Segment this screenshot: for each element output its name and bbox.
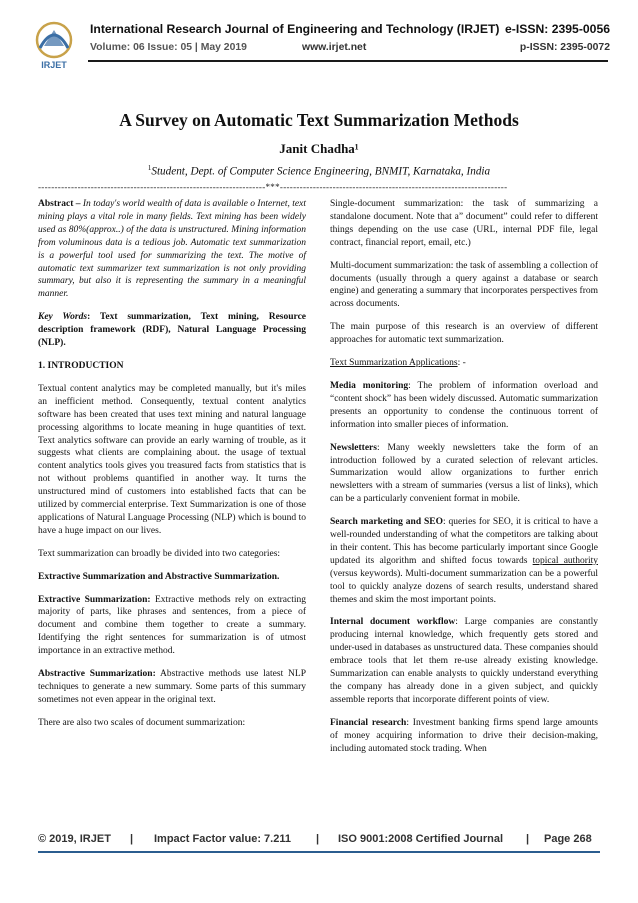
journal-name: International Research Journal of Engineering and Technology (IRJET) — [90, 22, 500, 36]
journal-website-link[interactable]: www.irjet.net — [302, 42, 367, 53]
footer-sep-3: | — [526, 833, 530, 845]
footer-impact-factor: Impact Factor value: 7.211 — [154, 833, 291, 845]
keywords: Key Words: Text summarization, Text mining, Resource description framework (RDF), Natural Language Processing (NLP). — [38, 312, 307, 349]
footer-iso: ISO 9001:2008 Certified Journal — [338, 833, 504, 845]
abstract: Abstract – In today's world wealth of data is available o Internet, text mining plays a vital role in many fields. Text mining has been widely used as 80%(approx..) of the data is unstructured. Mining information from voluminous data is a tedious job. Automatic text summarization is a powerful tool used for summarizing the text. The motive of automatic text summarizer text summarization is not only providing summary, but also it is representing the summary in a meaningful manner. — [38, 199, 306, 300]
financial-research-paragraph: Financial research: Investment banking firms spend large amounts of money acquiring information to drive their decision-making, including automated stock trading. When — [330, 717, 598, 754]
intro-paragraph-1: Textual content analytics may be completed manually, but it's miles an inefficient method. Consequently, textual content analytics software has been created that uses text mining and natural language processing algorithms to locate meaning in huge quantities of text. Text analytics software can provide an early warning of trouble, as it suggests what clients are complaining about. the usage of textual content analytics tools gives you treasured facts from statistics that is not without problems quantified in another way. It turns the unstructured mind of customers into established facts that can be utilized by commercial enterprise. Text Summarization is one of those applications of Natural Language Processing (NLP) which is bound to have a huge impact on our lives. — [38, 383, 306, 536]
purpose-paragraph: The main purpose of this research is an overview of different approaches for automatic text summarization. — [330, 322, 598, 346]
paper-title: A Survey on Automatic Text Summarization Methods — [119, 110, 519, 130]
media-monitoring-paragraph: Media monitoring: The problem of information overload and “content shock” has been widely discussed. Automatic summarization presents an opportunity to condense the continuous torrent of information into smaller pieces of information. — [330, 380, 598, 430]
footer-rule — [38, 851, 600, 853]
journal-info-line — [90, 42, 610, 53]
pissn: p-ISSN: 2395-0072 — [519, 42, 610, 53]
irjet-logo-icon — [30, 18, 78, 74]
journal-title-line — [90, 22, 610, 36]
author-affiliation: $^1$Student, Dept. of Computer Science Engineering, BNMIT, Karnataka, India — [147, 164, 491, 178]
intro-paragraph-2: Text summarization can broadly be divided into two categories: — [38, 548, 281, 559]
workflow-paragraph: Internal document workflow: Large companies are constantly producing internal knowledge, which frequently gets stored and under-used in databases as unstructured data. These companies should embrace tools that let them re-use already existing knowledge. Summarization can enable analysts to quickly understand everything the company has already done in a given subject, and quickly assemble reports that incorporate different points of view. — [330, 617, 598, 705]
summarization-categories: Extractive Summarization and Abstractive Summarization. — [38, 571, 280, 582]
right-column — [330, 198, 598, 766]
svg-text:IRJET: IRJET — [41, 60, 67, 70]
footer-page-number: Page 268 — [544, 833, 592, 845]
applications-heading: Text Summarization Applications: - — [330, 358, 466, 369]
section-heading-introduction: 1. INTRODUCTION — [38, 360, 124, 371]
footer-copyright: © 2019, IRJET — [38, 833, 111, 845]
journal-header — [30, 18, 608, 78]
extractive-paragraph: Extractive Summarization: Extractive methods rely on extracting majority of parts, like phrases and sentences, from a piece of document and combine them together to create a summary. Identifying the right sentences for summarization is of utmost importance in an extractive method. — [38, 594, 306, 657]
left-column — [38, 198, 306, 740]
multi-doc-paragraph: Multi-document summarization: the task of assembling a collection of documents (usually through a query against a database or search engine) and generating a summary that incorporates perspectives from across documents. — [330, 260, 598, 310]
footer-sep-1: | — [130, 833, 134, 845]
separator-rule: ---------------------------------------------------------------------***--------------------------------------------------------------------- — [38, 183, 508, 192]
newsletters-paragraph: Newsletters: Many weekly newsletters take the form of an introduction followed by a curated selection of relevant articles. Summarization would allow organizations to further enrich newsletters with a stream of summaries (versus a list of links), which can be a particularly convenient format in mobile. — [330, 442, 598, 505]
footer-sep-2: | — [316, 833, 320, 845]
eissn: e-ISSN: 2395-0056 — [504, 22, 610, 36]
seo-paragraph: Search marketing and SEO: queries for SEO, it is critical to have a well-rounded understanding of what the competitors are talking about in their content. This has become particularly important since Google updated its algorithm and shifted focus towards topical authority (versus keywords). Multi-document summarization can be a powerful tool to quickly analyze dozens of search results, understand shared themes and skim the most important points. — [330, 517, 599, 605]
header-rule — [88, 60, 608, 62]
abstractive-paragraph: Abstractive Summarization: Abstractive methods use latest NLP techniques to generate a new summary. Some parts of this summary sometimes not even appear in the original text. — [38, 669, 306, 705]
volume-issue: Volume: 06 Issue: 05 | May 2019 — [90, 42, 247, 53]
single-doc-paragraph: Single-document summarization: the task of summarizing a standalone document. Note that a” document” could refer to different things depending on the use case (URL, internal PDF file, legal contract, financial report, email, etc.) — [330, 199, 598, 248]
author-name: Janit Chadha¹ — [279, 141, 359, 156]
topical-authority-link[interactable]: topical authority — [532, 555, 598, 566]
scales-paragraph: There are also two scales of document summarization: — [38, 717, 246, 728]
